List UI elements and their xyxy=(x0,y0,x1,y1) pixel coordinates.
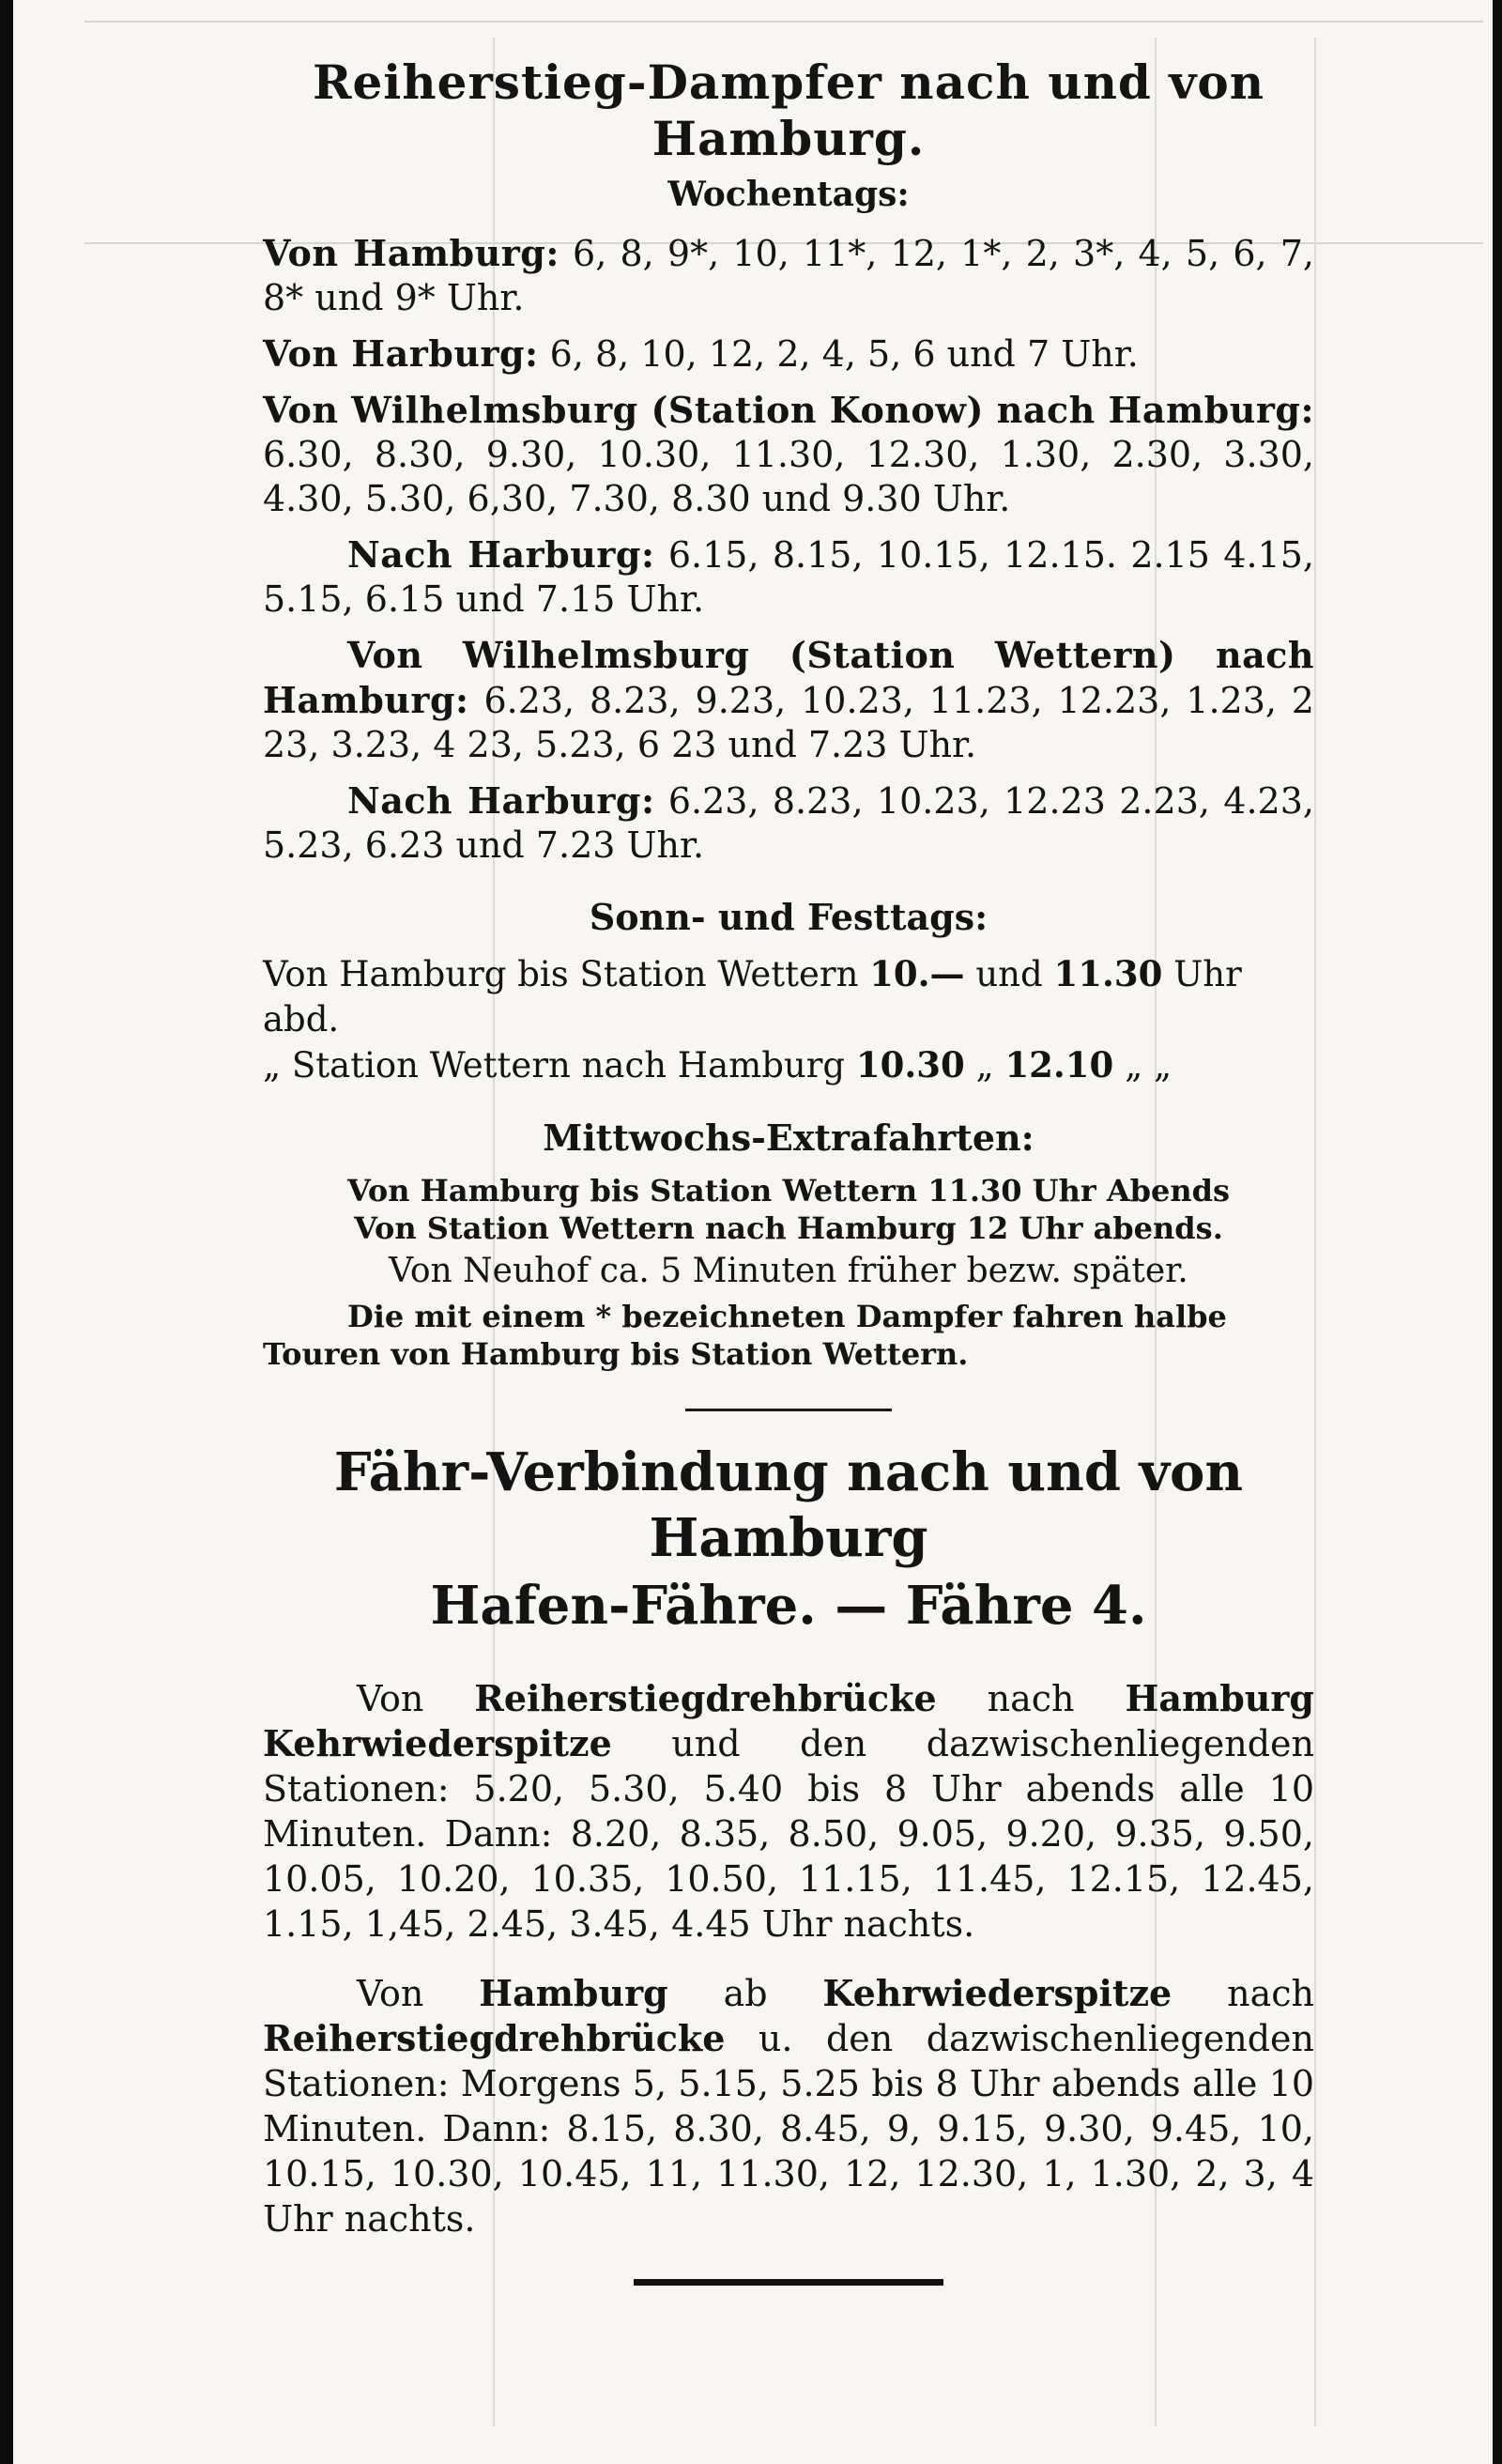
ferry-stop: Reiherstiegdrehbrücke xyxy=(474,1676,937,1719)
ferry-title: Fähr-Verbindung nach und von Hamburg xyxy=(333,1441,1244,1569)
entry-label: Von Harburg: xyxy=(263,332,539,375)
page-title: Reiherstieg-Dampfer nach und von Hamburg. xyxy=(312,54,1265,166)
schedule-entry xyxy=(263,331,1314,377)
sunday-line xyxy=(263,951,1314,1042)
entry-label: Nach Harburg: xyxy=(347,779,655,822)
ferry-stop: Hamburg xyxy=(479,1971,668,2014)
bleed-through-column-line xyxy=(1314,38,1316,2426)
sunday-line xyxy=(263,1042,1314,1088)
ferry-stop: Hamburg Kehrwiederspitze xyxy=(263,1676,1314,1764)
schedule-entry xyxy=(263,778,1314,868)
schedule-entry xyxy=(263,633,1314,767)
weekday-schedule xyxy=(263,231,1314,868)
entry-times: 6, 8, 9*, 10, 11*, 12, 1*, 2, 3*, 4, 5, 6, 7, 8* und 9* Uhr. xyxy=(263,233,1315,318)
entry-label: Nach Harburg: xyxy=(347,533,655,576)
para-word: Von xyxy=(357,1677,424,1719)
ferry-times: u. den dazwischenliegenden Stationen: Morgens 5, 5.15, 5.25 bis 8 Uhr abends alle 10 Minuten. Dann: 8.15, 8.30, 8.45, 9, 9.15, 9.30, 9.45, 10, 10.15, 10.30, 10.45, 11, 11.30, 12, 12.30, 1, 1.30, 2, 3, 4 Uhr nachts. xyxy=(263,2017,1314,2240)
sunday-connector: „ xyxy=(975,1045,994,1086)
ferry-times: und den dazwischenliegenden Stationen: 5.20, 5.30, 5.40 bis 8 Uhr abends alle 10 Minuten. Dann: 8.20, 8.35, 8.50, 9.05, 9.20, 9.35, 9.50, 10.05, 10.20, 10.35, 10.50, 11.15, 11.45, 12.15, 12.45, 1.15, 1,45, 2.45, 3.45, 4.45 Uhr nachts. xyxy=(263,1722,1314,1945)
schedule-entry xyxy=(263,231,1314,320)
ferry-subtitle: Hafen-Fähre. — Fähre 4. xyxy=(430,1575,1147,1637)
wednesday-line: Von Station Wettern nach Hamburg 12 Uhr abends. xyxy=(354,1210,1223,1246)
sunday-time: 11.30 xyxy=(1053,953,1163,994)
footnote: Die mit einem * bezeichneten Dampfer fahren halbe Touren von Hamburg bis Station Wettern. xyxy=(263,1299,1227,1372)
sunday-route: „ Station Wettern nach Hamburg xyxy=(263,1045,846,1086)
ferry-stop: Kehrwiederspitze xyxy=(822,1971,1172,2014)
sunday-suffix: Uhr abd. xyxy=(263,954,1242,1040)
wednesday-line: Von Hamburg bis Station Wettern 11.30 Uhr Abends xyxy=(346,1173,1231,1209)
entry-times: 6.23, 8.23, 9.23, 10.23, 11.23, 12.23, 1.23, 2 23, 3.23, 4 23, 5.23, 6 23 und 7.23 Uhr. xyxy=(263,680,1314,765)
ferry-paragraph xyxy=(263,1971,1314,2241)
closing-divider xyxy=(634,2279,943,2286)
section-divider xyxy=(685,1409,892,1411)
scan-border-left xyxy=(0,0,13,2464)
para-word: nach xyxy=(1227,1972,1314,2014)
entry-label: Von Hamburg: xyxy=(263,232,559,274)
schedule-entry xyxy=(263,388,1314,521)
bleed-through-rule xyxy=(84,21,1483,23)
entry-label: Von Wilhelmsburg (Station Wettern) nach Hamburg: xyxy=(263,634,1314,721)
wednesday-line: Von Neuhof ca. 5 Minuten früher bezw. später. xyxy=(389,1252,1188,1290)
entry-times: 6, 8, 10, 12, 2, 4, 5, 6 und 7 Uhr. xyxy=(549,333,1139,375)
sunday-time: 10.— xyxy=(869,953,965,994)
para-word: nach xyxy=(987,1677,1075,1719)
sunday-heading: Sonn- und Festtags: xyxy=(589,896,989,938)
sunday-time: 10.30 xyxy=(855,1044,965,1086)
scan-border-right xyxy=(1493,0,1502,2464)
wednesday-heading: Mittwochs-Extrafahrten: xyxy=(543,1116,1035,1159)
sunday-route: Von Hamburg bis Station Wettern xyxy=(263,954,859,994)
entry-label: Von Wilhelmsburg (Station Konow) nach Hamburg: xyxy=(263,389,1314,431)
weekdays-heading: Wochentags: xyxy=(667,175,910,214)
ferry-stop: Reiherstiegdrehbrücke xyxy=(263,2016,726,2059)
timetable-content xyxy=(263,45,1314,2286)
sunday-time: 12.10 xyxy=(1004,1044,1114,1086)
entry-times: 6.15, 8.15, 10.15, 12.15. 2.15 4.15, 5.15, 6.15 und 7.15 Uhr. xyxy=(263,534,1314,620)
sunday-suffix: „ „ xyxy=(1125,1045,1172,1086)
sunday-connector: und xyxy=(975,954,1043,994)
entry-times: 6.30, 8.30, 9.30, 10.30, 11.30, 12.30, 1.30, 2.30, 3.30, 4.30, 5.30, 6,30, 7.30, 8.30 und 9.30 Uhr. xyxy=(263,434,1314,519)
ferry-paragraph xyxy=(263,1676,1314,1947)
para-word: Von xyxy=(357,1972,424,2014)
entry-times: 6.23, 8.23, 10.23, 12.23 2.23, 4.23, 5.23, 6.23 und 7.23 Uhr. xyxy=(263,780,1314,866)
schedule-entry xyxy=(263,532,1314,622)
para-word: ab xyxy=(723,1972,768,2014)
